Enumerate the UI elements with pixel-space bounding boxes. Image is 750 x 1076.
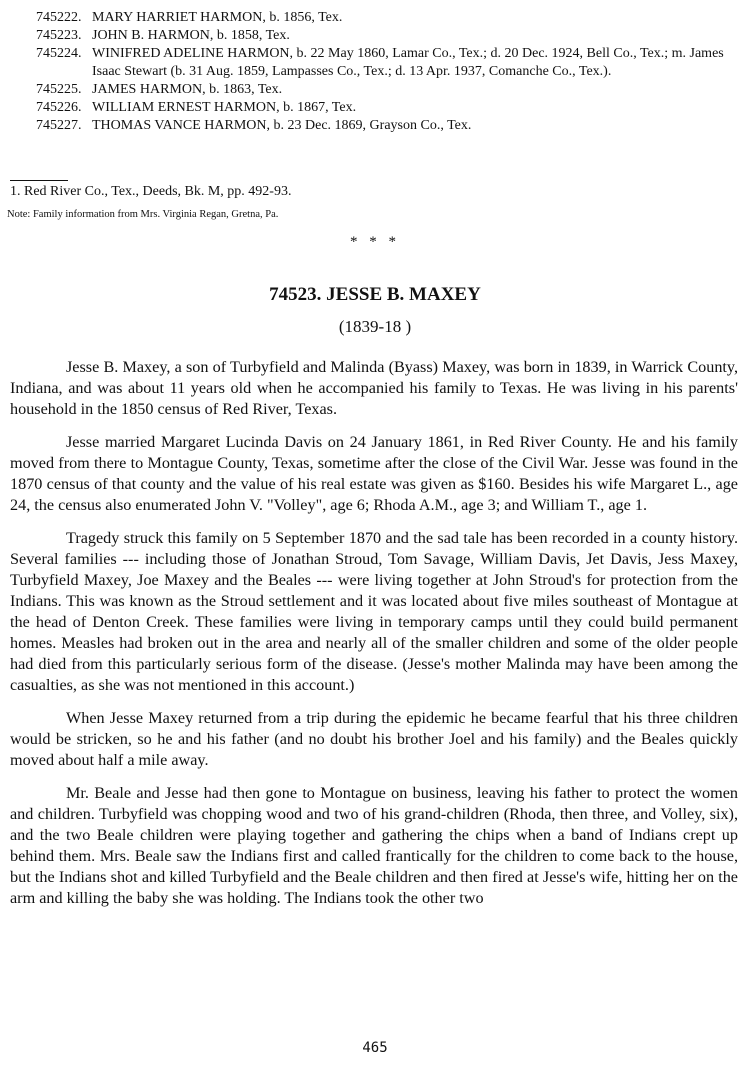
paragraph: Jesse married Margaret Lucinda Davis on 24 January 1861, in Red River County. He and his family moved from there to Montague County, Texas, sometime after the close of the Civil War. Jesse was found in the 1870 census of that county and the value of his real estate was given as $160. Besides his wife Margaret L., age 24, the census also enumerated John V. "Volley", age 6; Rhoda A.M., age 3; and William T., age 1.	[10, 433, 738, 514]
entry-text: WINIFRED ADELINE HARMON, b. 22 May 1860, Lamar Co., Tex.; d. 20 Dec. 1924, Bell Co., Tex.; m. James Isaac Stewart (b. 31 Aug. 1859, Lampasses Co., Tex.; d. 13 Apr. 1937, Comanche Co., Tex.).	[92, 46, 724, 79]
paragraph: Mr. Beale and Jesse had then gone to Montague on business, leaving his father to protect the women and children. Turbyfield was chopping wood and two of his grand-children (Rhoda, then three, and Volley, six), and the two Beale children were playing together and gathering the chips when a band of Indians crept up behind them. Mrs. Beale saw the Indians first and called frantically for the children to come back to the house, but the Indians shot and killed Turbyfield and the Beale children and then fired at Jesse's wife, hitting her on the arm and killing the baby she was holding. The Indians took the other two	[10, 784, 738, 907]
entry-text: JOHN B. HARMON, b. 1858, Tex.	[92, 28, 290, 43]
paragraph: Tragedy struck this family on 5 September 1870 and the sad tale has been recorded in a county history. Several families --- including those of Jonathan Stroud, Tom Savage, William Davis, Jet Davis, Jess Maxey, Turbyfield Maxey, Joe Maxey and the Beales --- were living together at John Stroud's for protection from the Indians. This was known as the Stroud settlement and it was located about five miles southeast of Montague at the head of Denton Creek. These families were living in temporary camps until they could build permanent homes. Measles had broken out in the area and nearly all of the smaller children and some of the older people had died from this particularly serious form of the disease. (Jesse's mother Malinda may have been among the casualties, as she was not mentioned in this account.)	[10, 529, 738, 694]
paragraph: Jesse B. Maxey, a son of Turbyfield and Malinda (Byass) Maxey, was born in 1839, in Warrick County, Indiana, and was about 11 years old when he accompanied his family to Texas. He was living in his parents' household in the 1850 census of Red River, Texas.	[10, 358, 738, 418]
paragraph: When Jesse Maxey returned from a trip during the epidemic he became fearful that his three children would be stricken, so he and his father (and no doubt his brother Joel and his family) and the Beales quickly moved about half a mile away.	[10, 709, 738, 769]
genealogy-entry	[36, 117, 741, 135]
entry-text: WILLIAM ERNEST HARMON, b. 1867, Tex.	[92, 100, 357, 115]
footnote: 1. Red River Co., Tex., Deeds, Bk. M, pp. 492-93.	[10, 184, 292, 199]
section-separator: * * *	[350, 234, 400, 250]
entry-text: JAMES HARMON, b. 1863, Tex.	[92, 82, 283, 97]
entry-number: 745227.	[36, 118, 82, 133]
footnote-divider	[10, 180, 68, 181]
entry-text: THOMAS VANCE HARMON, b. 23 Dec. 1869, Grayson Co., Tex.	[92, 118, 472, 133]
section-heading: 74523. JESSE B. MAXEY	[269, 284, 481, 305]
entry-number: 745225.	[36, 82, 82, 97]
entry-text: MARY HARRIET HARMON, b. 1856, Tex.	[92, 10, 343, 25]
entry-number: 745224.	[36, 46, 82, 61]
genealogy-entry	[36, 81, 741, 99]
genealogy-entries	[36, 9, 741, 135]
genealogy-entry	[36, 99, 741, 117]
page-number: 465	[362, 1040, 388, 1056]
source-note: Note: Family information from Mrs. Virginia Regan, Gretna, Pa.	[7, 209, 279, 220]
entry-number: 745226.	[36, 100, 82, 115]
genealogy-entry	[36, 27, 741, 45]
life-dates: (1839-18 )	[338, 317, 412, 336]
body-text	[10, 357, 738, 921]
entry-number: 745222.	[36, 10, 82, 25]
entry-number: 745223.	[36, 28, 82, 43]
genealogy-entry	[36, 45, 741, 81]
genealogy-entry	[36, 9, 741, 27]
